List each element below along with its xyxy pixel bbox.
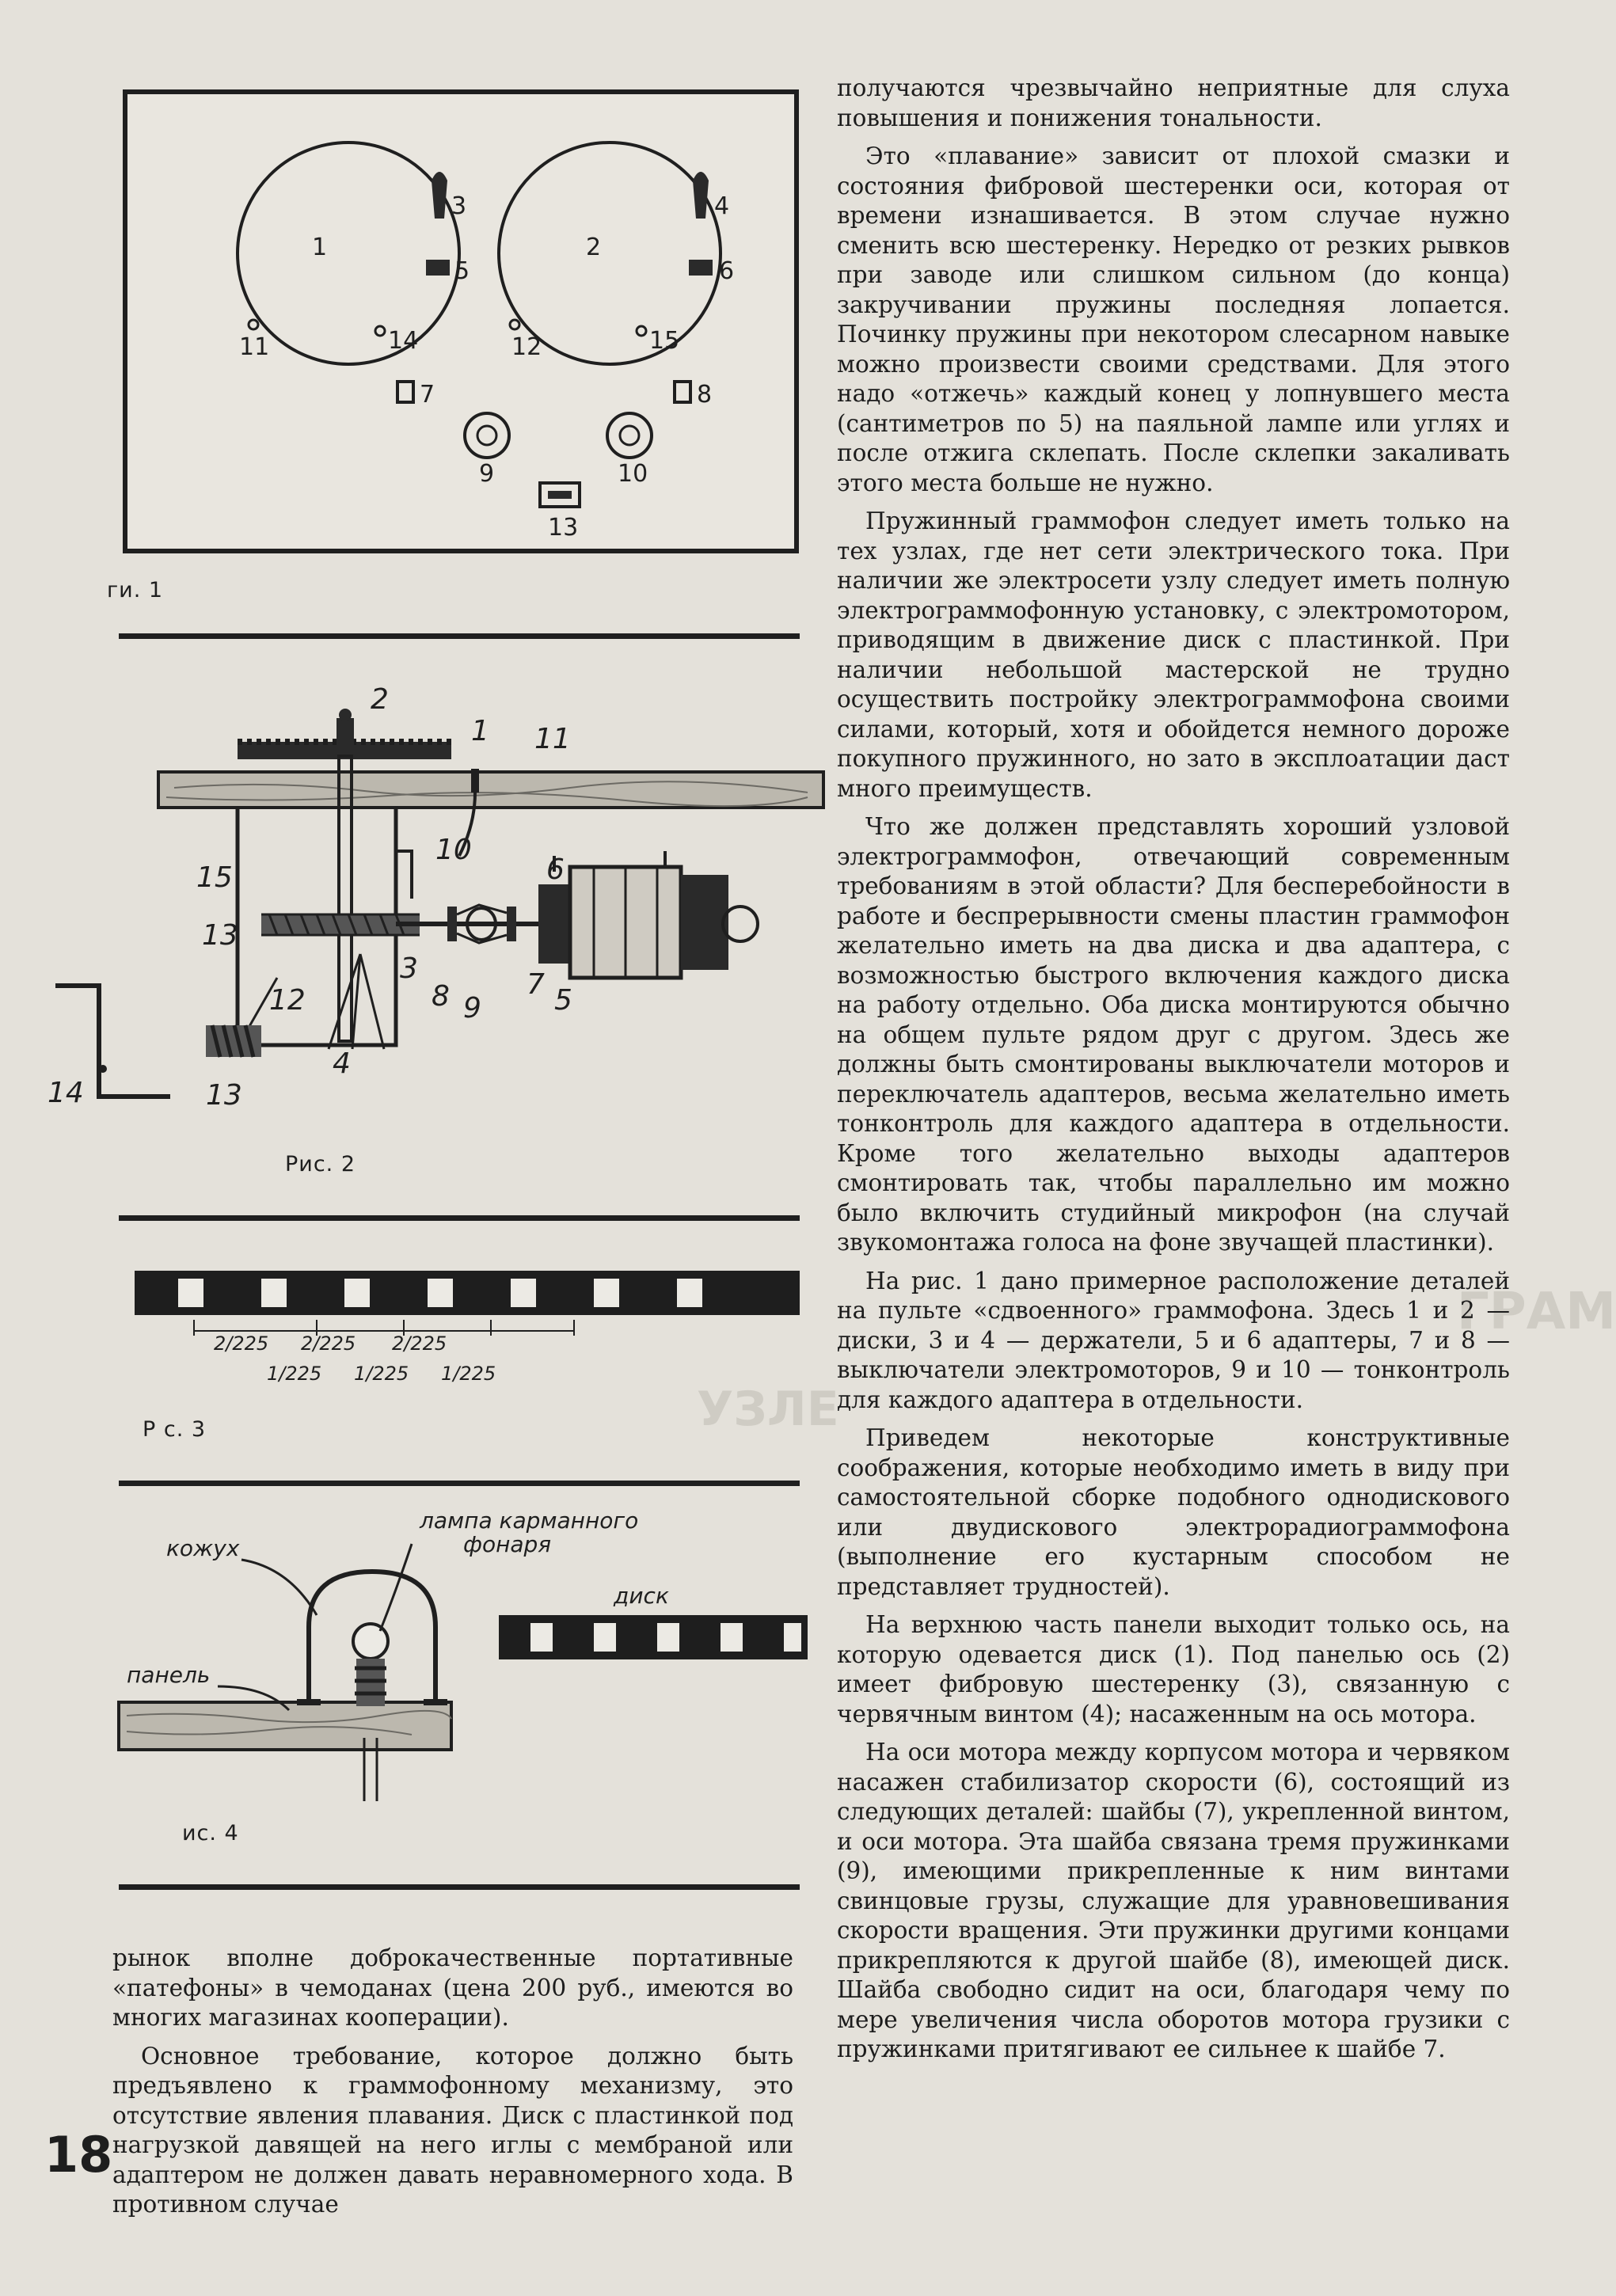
fig1-label-2: 2 xyxy=(586,234,602,261)
fig2-label-6: 6 xyxy=(546,853,565,886)
right-paragraph-1: получаются чрезвычайно неприятные для слуха повышения и понижения тональности. xyxy=(837,74,1510,131)
fig2-label-8: 8 xyxy=(432,980,450,1013)
fig1-label-7: 7 xyxy=(420,381,435,409)
rule-1 xyxy=(119,633,800,639)
fig4-label-lamp-line2: фонаря xyxy=(463,1531,552,1557)
right-paragraph-8: На оси мотора между корпусом мотора и червяком насажен стабилизатор скорости (6), состоящий из следующих деталей: шайбы (7), укрепленной винтом, и оси мотора. Эта шайба связана тремя пружинками (9), имеющими прикрепленные к ним винтами свинцовые грузы, служащие для уравновешивания скорости вращения. Эти пружинки другими концами прикрепляются к другой шайбе (8), имеющей диск. Шайба свободно сидит на оси, благодаря чему по мере увеличения числа оборотов мотора грузики с пружинками притягивают ее сильнее к шайбе 7. xyxy=(837,1739,1510,2062)
fig4-label-cover: кожух xyxy=(166,1535,240,1561)
page-number: 18 xyxy=(44,2126,113,2184)
right-paragraph-5: На рис. 1 дано примерное расположение деталей на пульте «сдвоенного» граммофона. Здесь 1 и 2 — диски, 3 и 4 — держатели, 5 и 6 адаптеры, 7 и 8 — выключатели электромоторов, 9 и 10 — тонконтроль для каждого адаптера в отдельности. xyxy=(837,1267,1510,1413)
fig1-label-1: 1 xyxy=(312,234,328,261)
left-column xyxy=(112,1944,793,2229)
right-column xyxy=(837,74,1510,2074)
fig4-label-disc: диск xyxy=(614,1583,669,1609)
fig2-label-3: 3 xyxy=(400,952,418,985)
fig1-label-9: 9 xyxy=(479,460,495,488)
fig1-label-11: 11 xyxy=(239,333,270,361)
fig3-dim-bottom-3: 1/225 xyxy=(441,1363,496,1385)
right-paragraph-6: Приведем некоторые конструктивные соображения, которые необходимо иметь в виду при самостоятельной сборке подобного однодискового или двудискового электрорадиограммофона (выполнение его кустарным способом не представляет трудностей). xyxy=(837,1424,1510,1600)
right-paragraph-7: На верхнюю часть панели выходит только ось, на которую одевается диск (1). Под панелью ось (2) имеет фибровую шестеренку (3), связанную с червячным винтом (4); насаженным на ось мотора. xyxy=(837,1611,1510,1728)
rule-3 xyxy=(119,1481,800,1486)
fig2-label-7: 7 xyxy=(527,968,545,1001)
show-through-heading-2: УЗЛЕ xyxy=(697,1382,839,1437)
fig2-label-1: 1 xyxy=(471,715,489,747)
fig2-label-11: 11 xyxy=(534,723,571,755)
fig2-label-13: 13 xyxy=(202,919,238,952)
fig1-label-3: 3 xyxy=(451,192,467,220)
fig1-label-14: 14 xyxy=(388,327,419,355)
figure-2-mechanism-section xyxy=(48,677,831,1152)
rule-2 xyxy=(119,1215,800,1221)
fig3-dim-top-1: 2/225 xyxy=(214,1332,269,1355)
fig2-label-12: 12 xyxy=(269,984,306,1017)
figure-1-panel-layout xyxy=(119,87,808,562)
fig1-label-15: 15 xyxy=(649,327,680,355)
fig4-label-lamp-line1: лампа карманного xyxy=(420,1507,639,1534)
fig1-label-5: 5 xyxy=(454,257,470,285)
fig1-label-6: 6 xyxy=(719,257,735,285)
figure-1-caption: ги. 1 xyxy=(107,578,164,603)
fig3-dim-bottom-1: 1/225 xyxy=(267,1363,322,1385)
fig1-label-13: 13 xyxy=(548,514,579,542)
fig2-label-9: 9 xyxy=(463,992,481,1024)
right-paragraph-4: Что же должен представлять хороший узловой электрограммофон, отвечающий современным требованиям в этой области? Для бесперебойности в работе и беспрерывности смены пластин граммофон желательно иметь на два диска и два адаптера, с возможностью быстрого включения каждого диска на работу отдельно. Оба диска монтируются обычно на общем пульте рядом друг с другом. Здесь же должны быть смонтированы выключатели моторов и переключатель адаптеров, весьма желательно иметь тонконтроль для каждого адаптера в отдельности. Кроме того желательно выходы адаптеров смонтировать так, чтобы параллельно им можно было включить студийный микрофон (на случай звукомонтажа голоса на фоне звучащей пластинки). xyxy=(837,813,1510,1256)
right-paragraph-2: Это «плавание» зависит от плохой смазки и состояния фибровой шестеренки оси, которая от времени изнашивается. В этом случае нужно сменить всю шестеренку. Нередко от резких рывков при заводе или слишком сильном (до конца) закручивании пружины последняя лопается. Починку пружины при некотором слесарном навыке можно произвести своими средствами. Для этого надо «отжечь» каждый конец у лопнувшего места (сантиметров по 5) на паяльной лампе или углях и после отжига склепать. После склепки закаливать этого места больше не нужно. xyxy=(837,143,1510,496)
fig3-dim-bottom-2: 1/225 xyxy=(354,1363,409,1385)
fig1-label-8: 8 xyxy=(697,381,713,409)
figure-3-stroboscope-strip xyxy=(131,1263,804,1389)
fig3-dim-top-3: 2/225 xyxy=(392,1332,447,1355)
rule-4 xyxy=(119,1884,800,1890)
fig4-label-panel: панель xyxy=(127,1662,211,1688)
figure-3-caption: Р с. 3 xyxy=(143,1417,207,1442)
figure-4-caption: ис. 4 xyxy=(182,1821,239,1846)
figure-2-caption: Рис. 2 xyxy=(285,1152,356,1177)
fig1-label-4: 4 xyxy=(714,192,730,220)
fig2-label-15: 15 xyxy=(196,861,233,894)
fig1-label-12: 12 xyxy=(511,333,542,361)
left-paragraph-2: Основное требование, которое должно быть предъявлено к граммофонному механизму, это отсутствие явления плавания. Диск с пластинкой под нагрузкой давящей на него иглы с мембраной или адаптером не должен давать неравномерного хода. В противном случае xyxy=(112,2042,793,2218)
left-paragraph-1: рынок вполне доброкачественные портативные «патефоны» в чемоданах (цена 200 руб., имеются во многих магазинах кооперации). xyxy=(112,1944,793,2031)
fig2-label-5: 5 xyxy=(554,984,572,1017)
fig2-label-14: 14 xyxy=(48,1077,84,1109)
figure-4-lamp-assembly xyxy=(119,1500,816,1809)
fig2-label-2: 2 xyxy=(371,683,389,716)
fig2-label-10: 10 xyxy=(435,834,472,866)
right-paragraph-3: Пружинный граммофон следует иметь только на тех узлах, где нет сети электрического тока. При наличии же электросети узлу следует иметь полную электрограммофонную установку, с электромотором, приводящим в движение диск с пластинкой. При наличии небольшой мастерской не трудно осуществить постройку электрограммофона своими силами, который, хотя и обойдется немного дороже покупного пружинного, но зато в эксплоатации даст много преимуществ. xyxy=(837,507,1510,802)
fig2-label-4: 4 xyxy=(333,1047,351,1080)
fig1-label-10: 10 xyxy=(618,460,648,488)
show-through-heading: ГРАМ xyxy=(1457,1283,1616,1341)
fig3-dim-top-2: 2/225 xyxy=(301,1332,356,1355)
fig2-label-13b: 13 xyxy=(206,1079,242,1112)
